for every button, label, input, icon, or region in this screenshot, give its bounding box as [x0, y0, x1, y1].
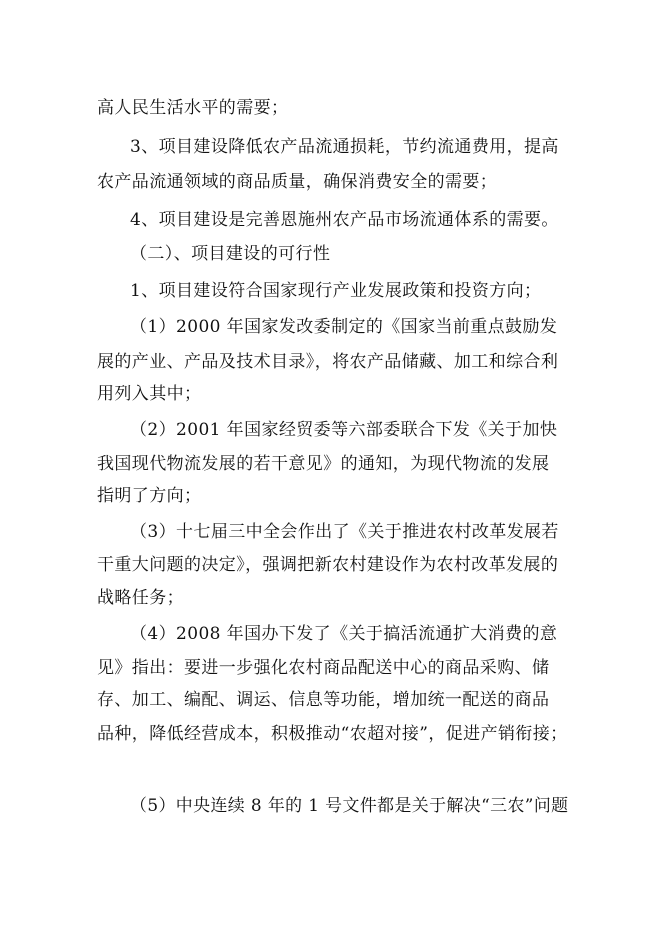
text-line-19: 品种，降低经营成本，积极推动“农超对接”，促进产销衔接； — [97, 724, 568, 744]
text-line-12: 指明了方向； — [97, 486, 202, 506]
text-line-20: （5）中央连续 8 年的 1 号文件都是关于解决“三农”问题 — [130, 796, 569, 816]
text-line-3: 农产品流通领域的商品质量，确保消费安全的需要； — [97, 172, 498, 192]
text-line-7: （1）2000 年国家发改委制定的《国家当前重点鼓励发 — [130, 317, 558, 337]
text-line-4: 4、项目建设是完善恩施州农产品市场流通体系的需要。 — [130, 210, 559, 230]
text-line-15: 战略任务； — [97, 588, 184, 608]
text-line-6: 1、项目建设符合国家现行产业发展政策和投资方向； — [130, 281, 542, 301]
text-line-14: 干重大问题的决定》，强调把新农村建设作为农村改革发展的 — [97, 555, 559, 575]
text-line-18: 存、加工、编配、调运、信息等功能，增加统一配送的商品 — [97, 690, 550, 710]
text-line-8: 展的产业、产品及技术目录》，将农产品储藏、加工和综合利 — [97, 352, 559, 372]
text-line-13: （3）十七届三中全会作出了《关于推进农村改革发展若 — [130, 522, 559, 542]
text-line-9: 用列入其中； — [97, 384, 202, 404]
text-line-16: （4）2008 年国办下发了《关于搞活流通扩大消费的意 — [130, 624, 558, 644]
text-line-10: （2）2001 年国家经贸委等六部委联合下发《关于加快 — [130, 420, 558, 440]
text-line-2: 3、项目建设降低农产品流通损耗，节约流通费用，提高 — [130, 137, 559, 157]
text-line-1: 高人民生活水平的需要； — [97, 98, 289, 118]
text-line-17: 见》指出：要进一步强化农村商品配送中心的商品采购、储 — [97, 658, 550, 678]
section-heading: （二）、项目建设的可行性 — [130, 244, 331, 264]
text-line-11: 我国现代物流发展的若干意见》的通知，为现代物流的发展 — [97, 454, 550, 474]
